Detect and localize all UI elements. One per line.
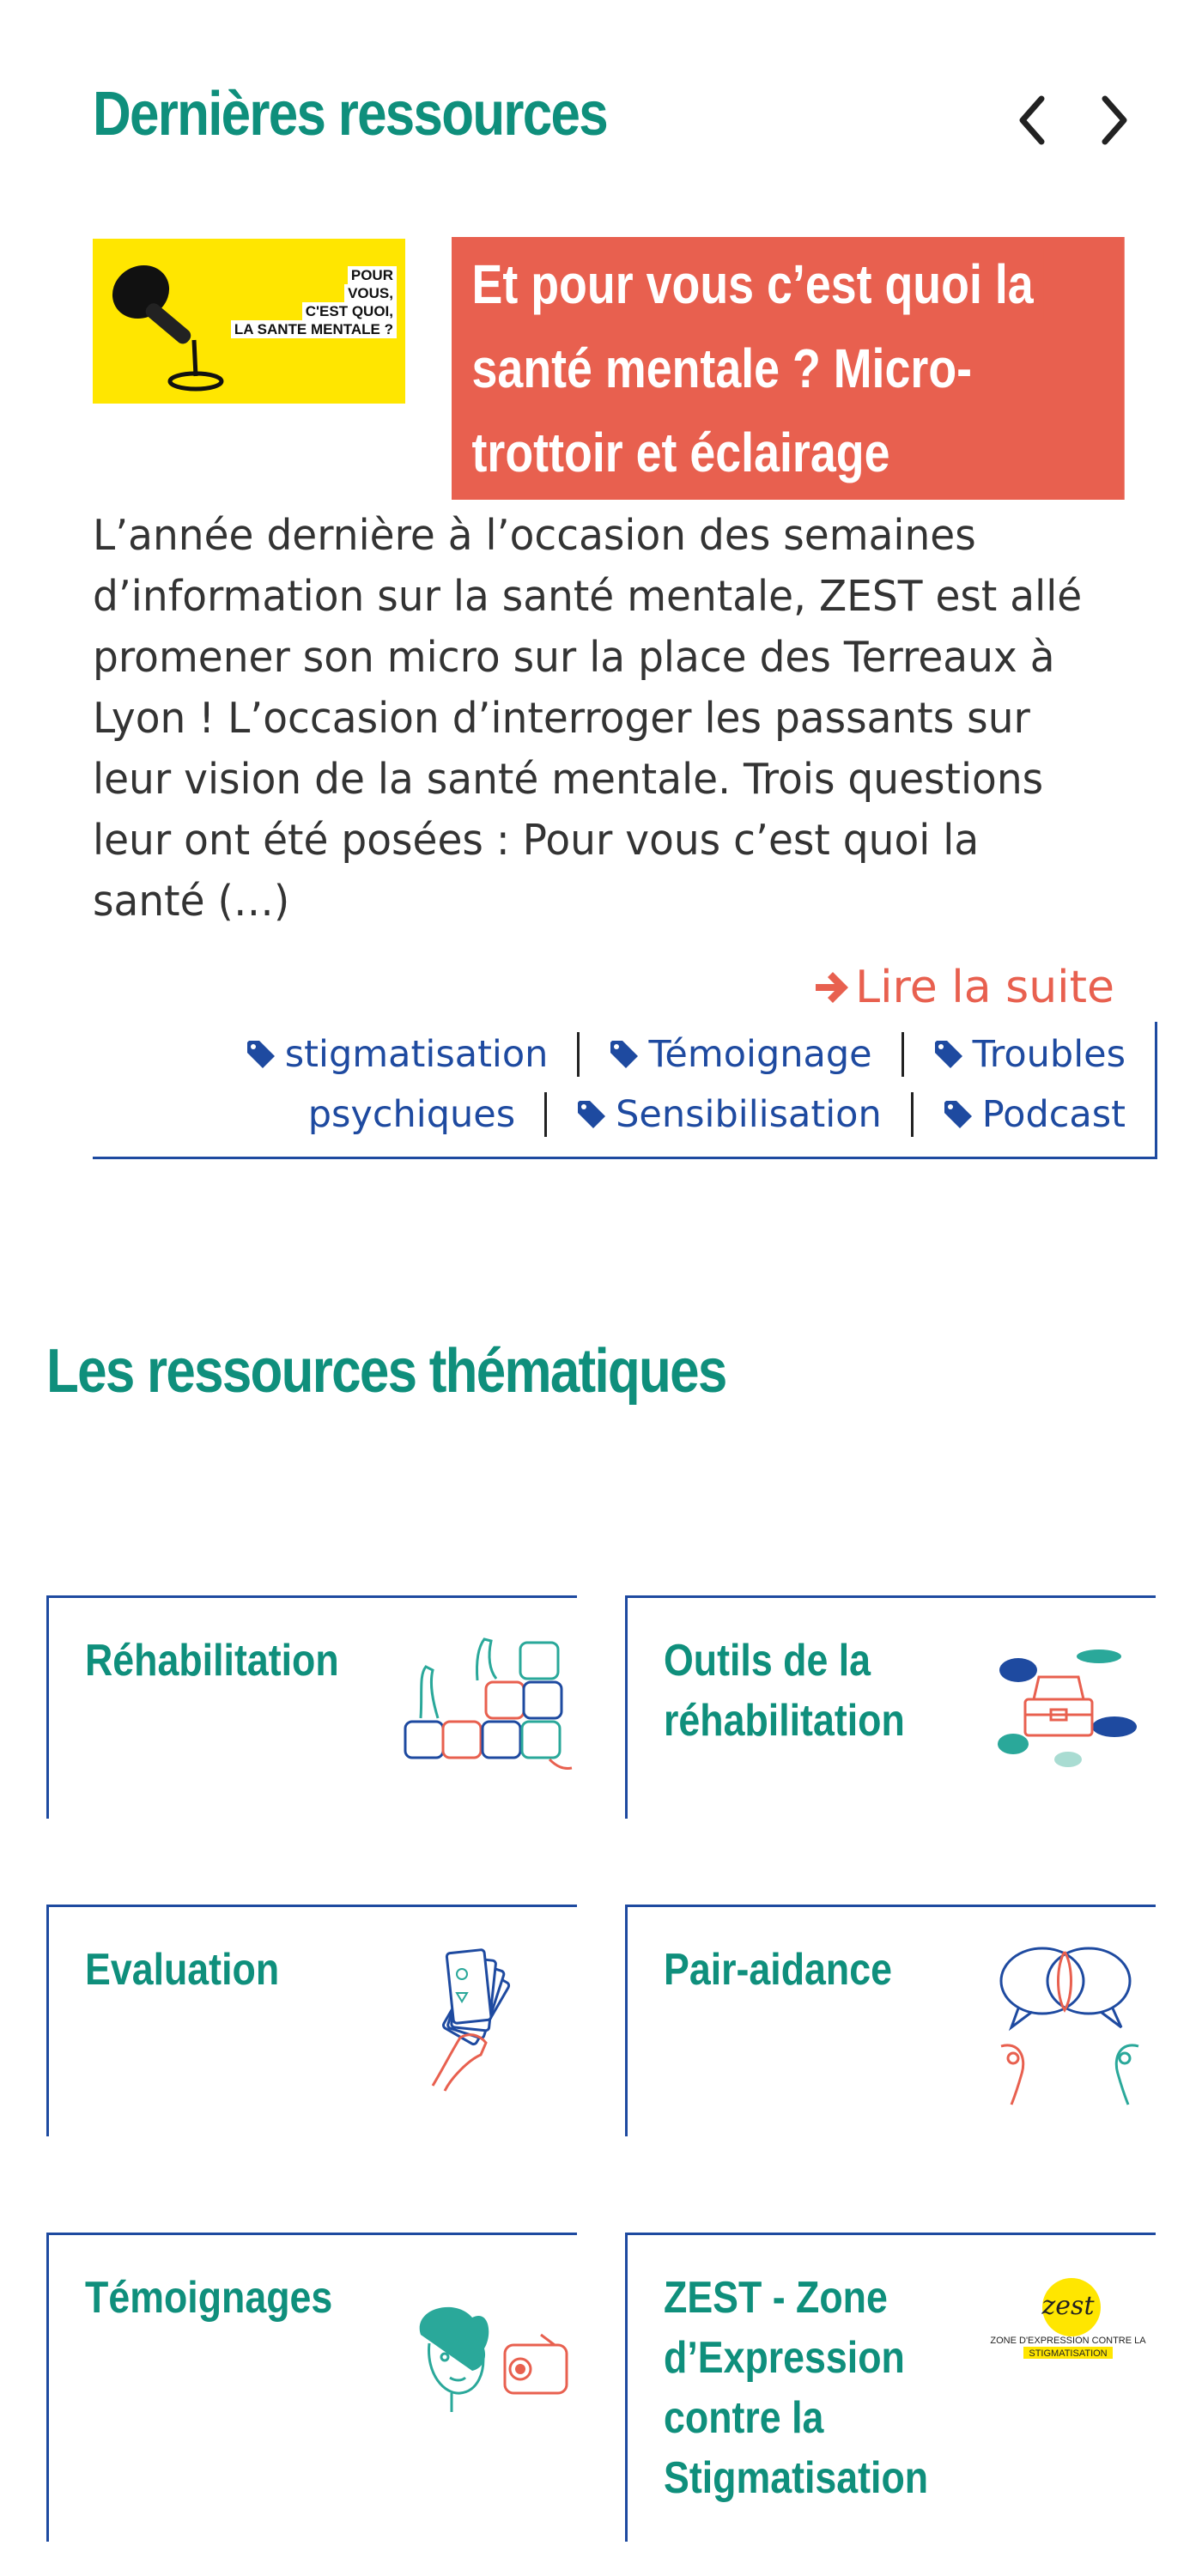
svg-text:zest: zest [1041,2291,1095,2321]
post-excerpt: L’année dernière à l’occasion des semaines d’information sur la santé mentale, ZEST est allé promener son micro sur la place des Terreaux à Lyon ! L’occasion d’interroger les passants sur leur vision de la santé mentale. Trois questions leur ont été posées : Pour vous c’est quoi la santé (…) [93,511,1083,926]
thematic-resources-heading: Les ressources thématiques [46,1337,726,1406]
theme-card-label: Evaluation [85,1945,280,1995]
read-more-link[interactable]: Lire la suite [812,962,1114,1013]
theme-card-pair-aidance[interactable] [625,1905,1156,2136]
theme-card-evaluation[interactable] [46,1905,577,2136]
tag-icon [246,1039,276,1070]
tag-icon [933,1039,964,1070]
carousel-prev-button[interactable] [1006,86,1058,155]
tag-sensibilisation[interactable]: Sensibilisation [576,1093,882,1136]
svg-text:STIGMATISATION: STIGMATISATION [1029,2348,1108,2359]
post-tags [93,1022,1157,1159]
theme-card-label: Réhabilitation [85,1636,339,1686]
theme-card-label: Outils de la réhabilitation [664,1636,905,1746]
tag-icon [576,1099,607,1130]
face-camera-illustration-icon [404,2300,575,2421]
stairs-blocks-illustration-icon [404,1632,575,1787]
post-thumbnail[interactable] [93,239,405,404]
tag-temoignage[interactable]: Témoignage [609,1033,871,1076]
thumbnail-caption: POUR VOUS, C'EST QUOI, LA SANTE MENTALE ? [231,266,397,338]
tag-separator [911,1092,914,1137]
theme-card-label: Témoignages [85,2273,333,2323]
svg-text:ZONE D'EXPRESSION CONTRE LA: ZONE D'EXPRESSION CONTRE LA [990,2336,1146,2346]
theme-card-rehabilitation[interactable] [46,1595,577,1819]
carousel-next-button[interactable] [1089,86,1140,155]
theme-card-outils-rehabilitation[interactable] [625,1595,1156,1819]
zest-logo-icon [982,2269,1154,2364]
tag-icon [943,1099,974,1130]
microphone-icon [100,247,237,393]
theme-card-temoignages[interactable] [46,2233,577,2542]
arrow-right-icon [812,968,852,1007]
tag-troubles-psychiques-continued[interactable]: psychiques [307,1093,516,1136]
latest-resources-heading: Dernières ressources [93,80,607,149]
tag-troubles-psychiques[interactable] [933,1033,1126,1076]
tag-troubles-psychiques-label: Troubles [972,1033,1126,1076]
tag-separator [544,1092,547,1137]
chevron-left-icon [1017,95,1047,145]
theme-card-zest[interactable] [625,2233,1156,2542]
chevron-right-icon [1100,95,1129,145]
tag-stigmatisation[interactable]: stigmatisation [246,1033,549,1076]
toolbox-illustration-icon [994,1646,1140,1775]
speech-bubbles-faces-illustration-icon [993,1945,1147,2108]
tag-separator [902,1032,904,1077]
tag-separator [577,1032,580,1077]
post-title-link[interactable]: Et pour vous c’est quoi la santé mentale ? Micro-trottoir et éclairage [452,237,1104,500]
tag-podcast[interactable]: Podcast [943,1093,1126,1136]
theme-card-label: ZEST - Zone d’Expression contre la Stigmatisation [664,2273,929,2503]
tag-icon [609,1039,640,1070]
cards-in-hand-illustration-icon [426,1948,546,2094]
theme-card-label: Pair-aidance [664,1945,892,1995]
